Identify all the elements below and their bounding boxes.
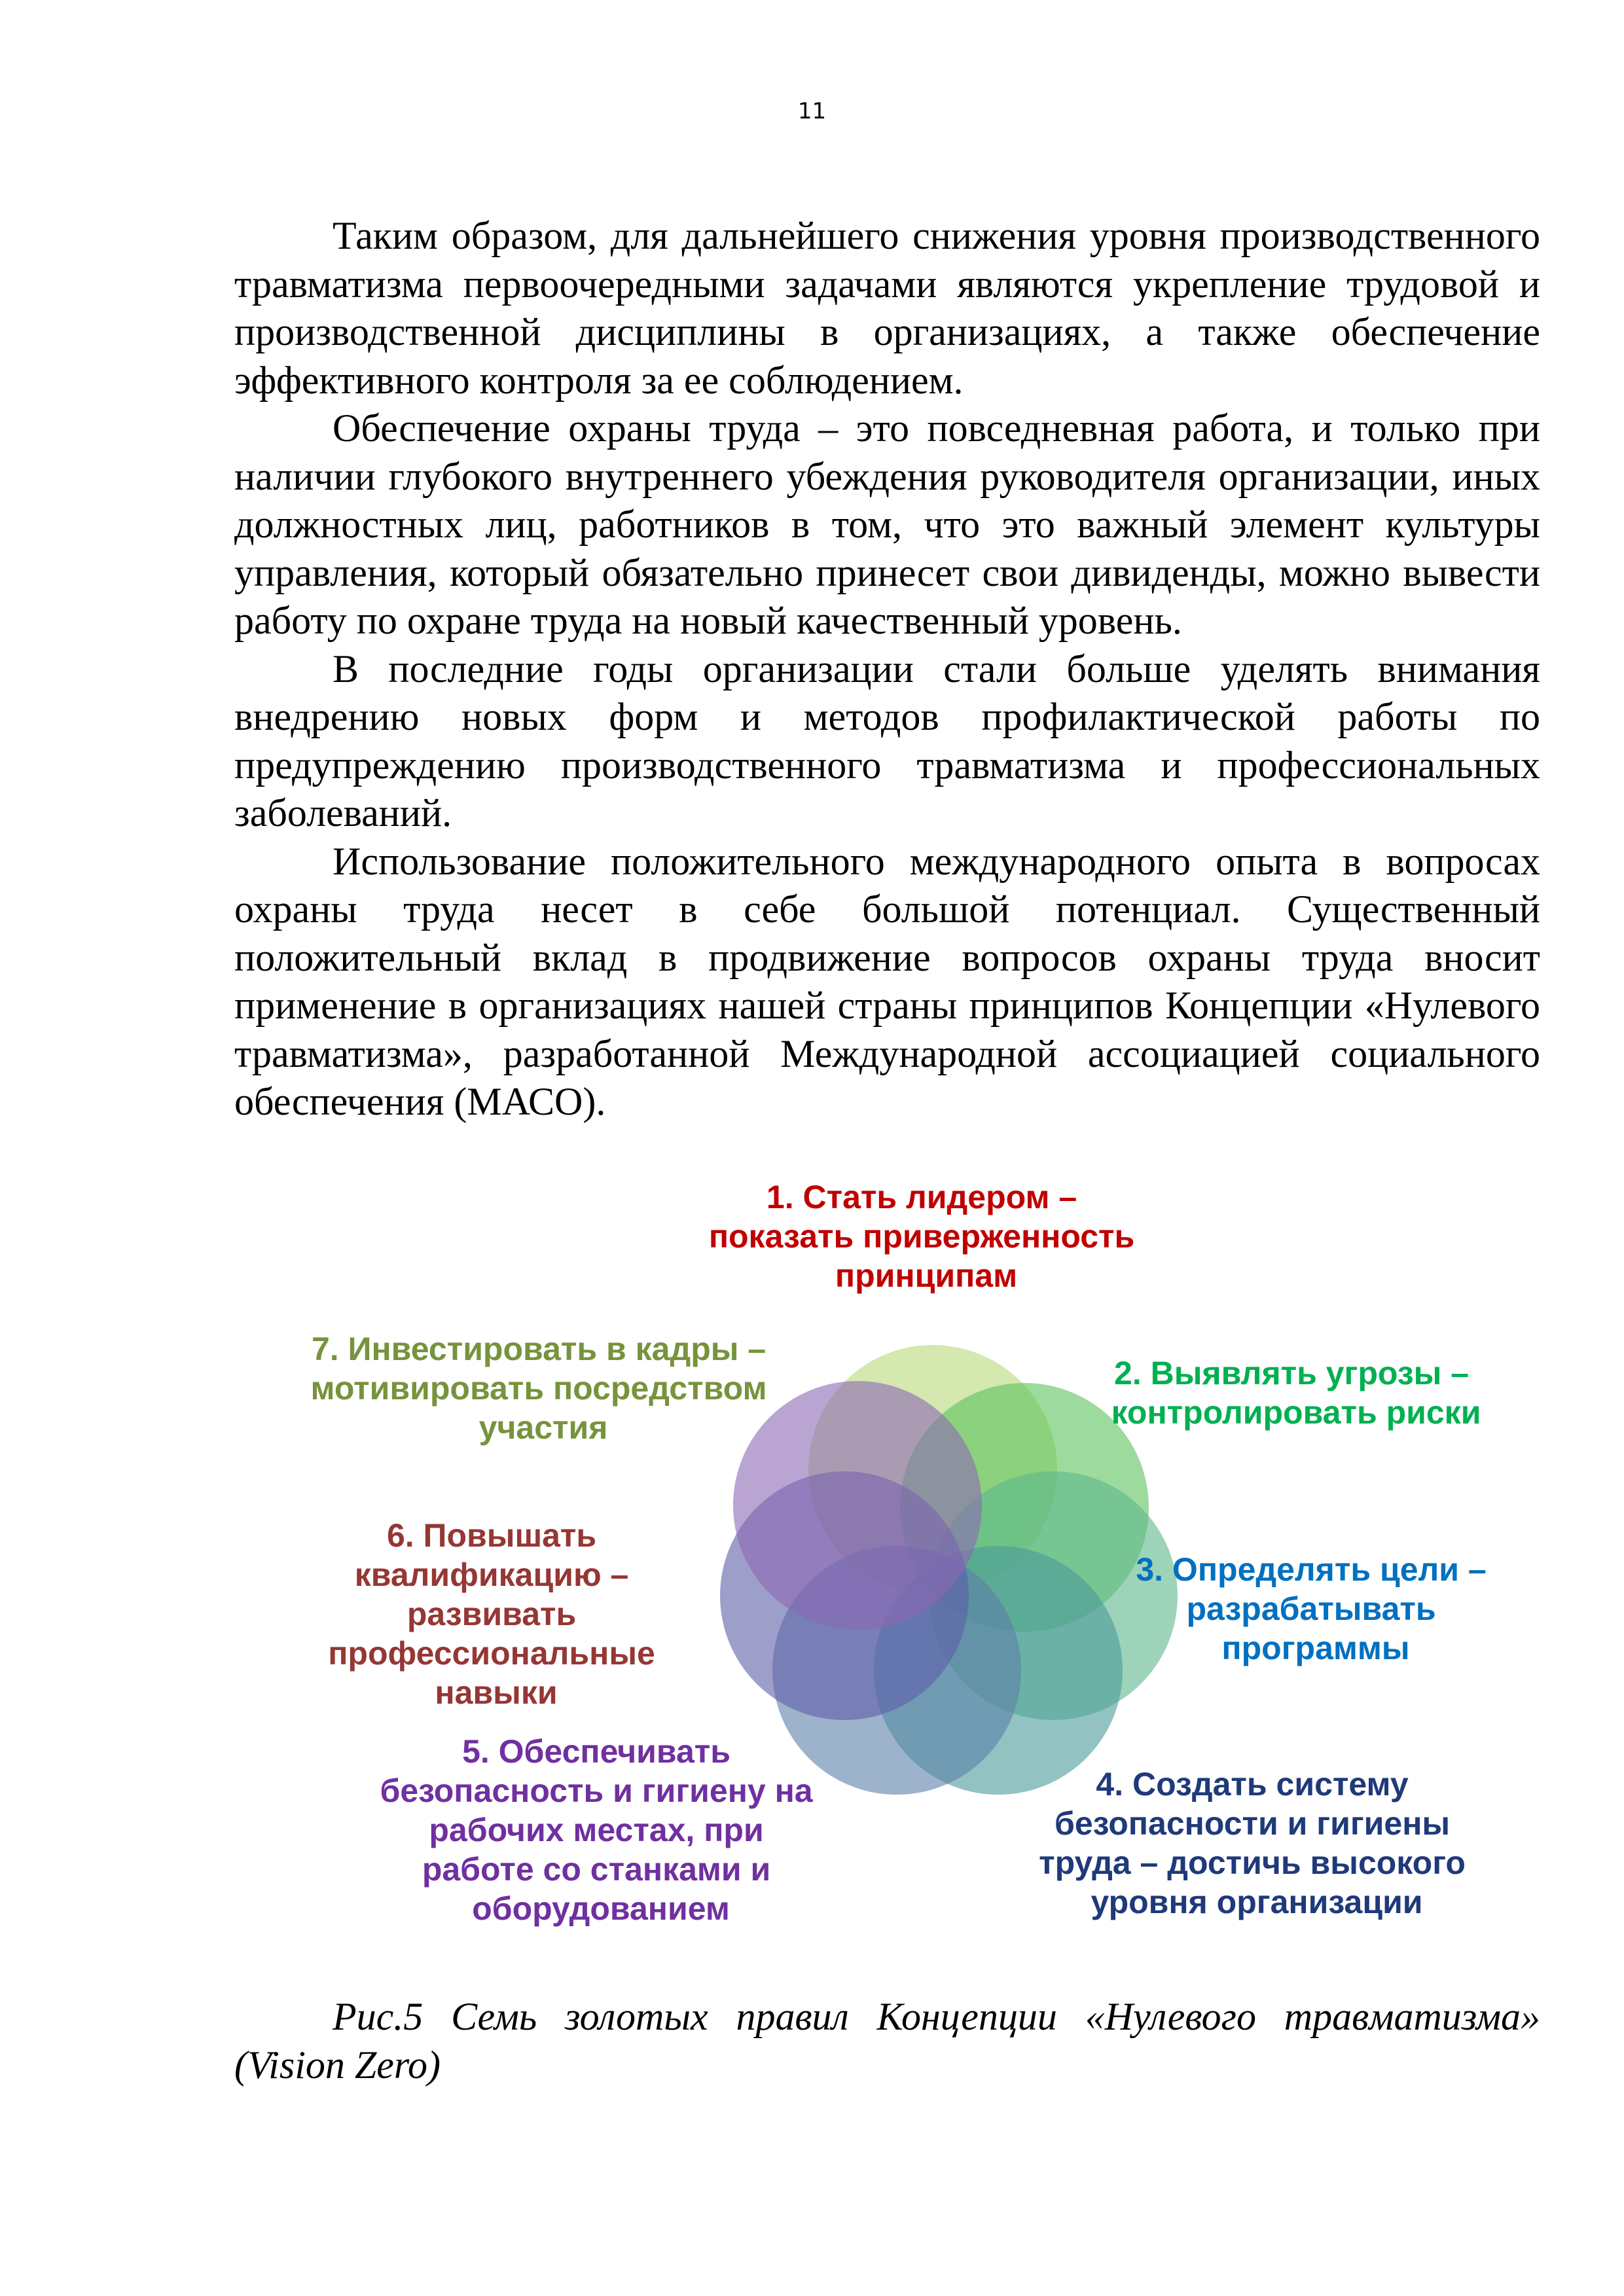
rule-2-label: 2. Выявлять угрозы – контролировать риски: [1111, 1355, 1481, 1431]
page-number: 11: [797, 98, 827, 124]
rule-6-label: 6. Повышать квалификацию – развивать профессиональные навыки: [328, 1517, 655, 1711]
paragraph: Обеспечение охраны труда – это повседневная работа, и только при наличии глубокого внутреннего убеждения руководителя организации, иных должностных лиц, работников в том, что это важный элемент культуры управления, который обязательно принесет свои дивиденды, можно вывести работу по охране труда на новый качественный уровень.: [234, 406, 1540, 642]
figure-caption: Рис.5 Семь золотых правил Концепции «Нулевого травматизма» (Vision Zero): [234, 1995, 1540, 2087]
rule-4-label: 4. Создать систему безопасности и гигиены труда – достичь высокого уровня организации: [1039, 1766, 1466, 1920]
rule-3-label: 3. Определять цели – разрабатывать программы: [1136, 1551, 1487, 1666]
rule-7-label: 7. Инвестировать в кадры – мотивировать посредством участия: [310, 1331, 767, 1446]
paragraph: Таким образом, для дальнейшего снижения уровня производственного травматизма первоочередными задачами являются укрепление трудовой и производственной дисциплины в организациях, а также обеспечение эффективного контроля за ее соблюдением.: [234, 214, 1540, 402]
paragraph: Использование положительного международного опыта в вопросах охраны труда несет в себе большой потенциал. Существенный положительный вклад в продвижение вопросов охраны труда вносит применение в организациях нашей страны принципов Концепции «Нулевого травматизма», разработанной Международной ассоциацией социального обеспечения (МАСО).: [234, 839, 1540, 1123]
rule-5-label: 5. Обеспечивать безопасность и гигиену на рабочих местах, при работе со станками и оборудованием: [380, 1733, 813, 1927]
flower-circles: [720, 1345, 1178, 1795]
paragraph: В последние годы организации стали больше уделять внимания внедрению новых форм и методов профилактической работы по предупреждению производственного травматизма и профессиональных заболеваний.: [234, 647, 1540, 834]
rule-1-label: 1. Стать лидером – показать приверженность принципам: [708, 1179, 1135, 1294]
circle-7: [733, 1381, 982, 1630]
